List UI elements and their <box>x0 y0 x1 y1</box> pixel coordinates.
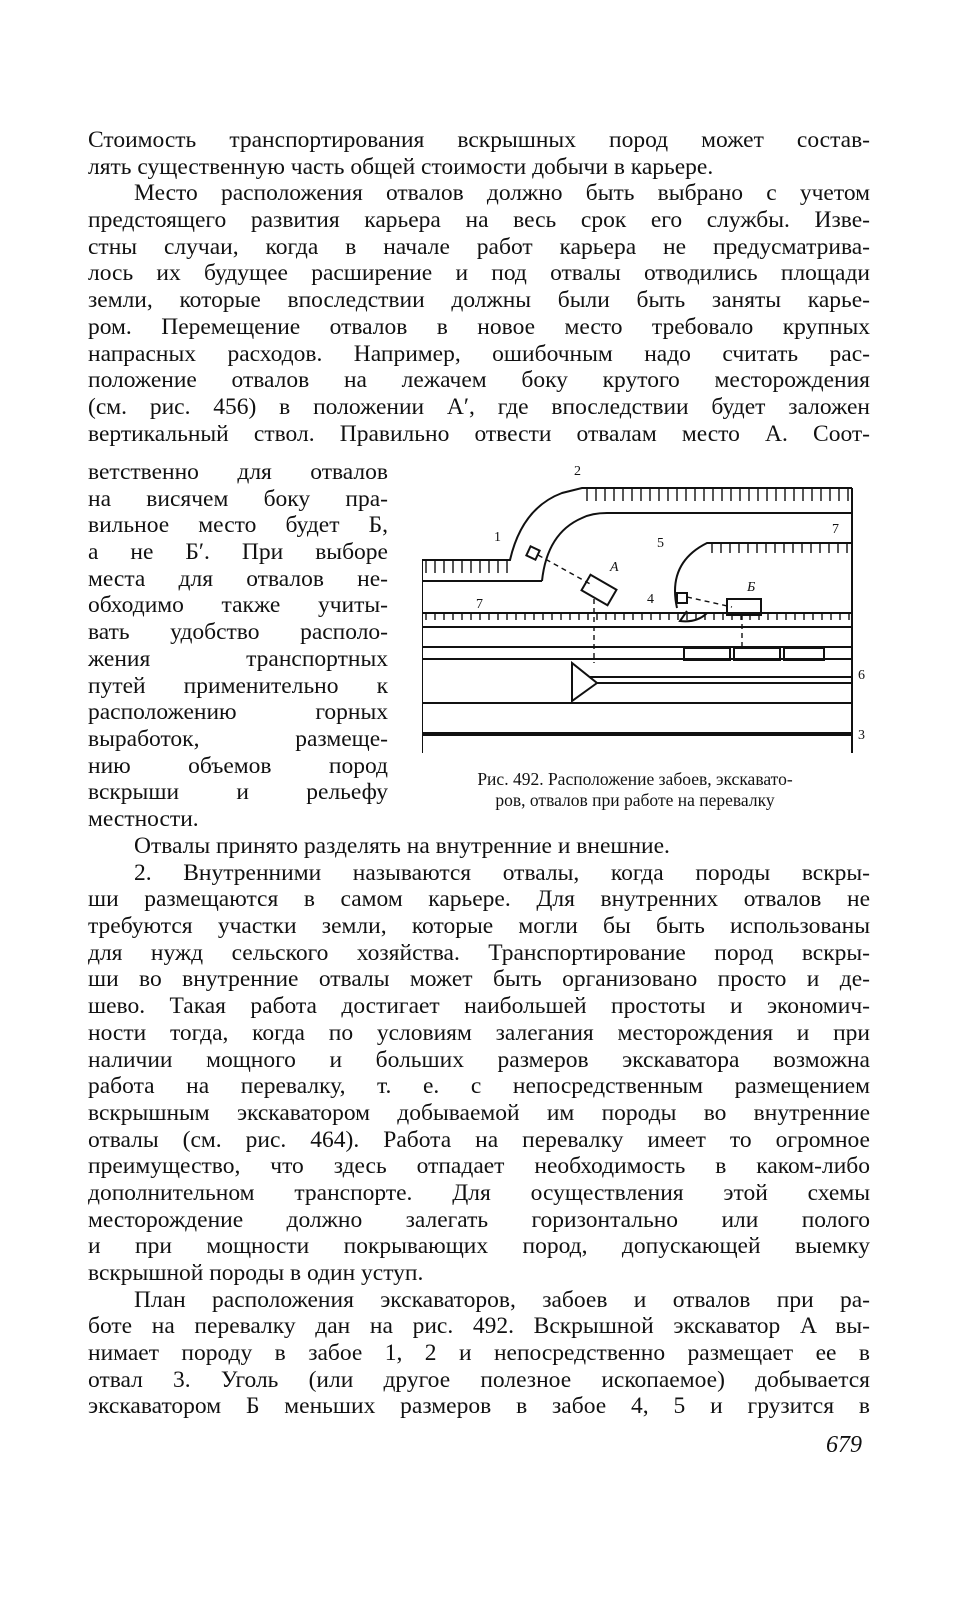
text-line: обходимо также учиты- <box>88 592 388 619</box>
text-line: расположению горных <box>88 699 388 726</box>
text-line: а не Б′. При выборе <box>88 539 388 566</box>
text-line: напрасных расходов. Например, ошибочным надо считать рас- <box>88 340 870 367</box>
bottom-paragraphs <box>88 833 870 1420</box>
caption-line: ров, отвалов при работе на перевалку <box>495 790 775 810</box>
label-3: 3 <box>858 728 865 743</box>
bench-edge-face5 <box>675 543 852 608</box>
bench-edge-upper <box>422 488 852 560</box>
excavator-a <box>582 575 617 606</box>
text-line: стны случаи, когда в начале работ карьера не предусматрива- <box>88 233 870 260</box>
text-line: работа на перевалку, т. е. с непосредственным размещением <box>88 1073 870 1100</box>
page-number: 679 <box>826 1432 862 1458</box>
text-line: ши размещаются в самом карьере. Для внутренних отвалов не <box>88 886 870 913</box>
wrapped-paragraph <box>88 459 388 833</box>
bench-edge-inner <box>542 513 852 581</box>
text-line: вскрыши и рельефу <box>88 779 388 806</box>
text-line: вать удобство располо- <box>88 619 388 646</box>
dump-arrow <box>572 663 597 701</box>
text-line: наличии мощного и больших размеров экскаватора возможна <box>88 1046 870 1073</box>
figure-caption <box>400 769 870 811</box>
text-line: жения транспортных <box>88 645 388 672</box>
text-line: лять существенную часть общей стоимости добычи в карьере. <box>88 153 714 180</box>
text-line: месторождение должно залегать горизонтально или полого <box>88 1206 870 1233</box>
text-line: предстоящего развития карьера на весь срок его службы. Изве- <box>88 207 870 234</box>
text-line: нимает породу в забое 1, 2 и непосредственно размещает ее в <box>88 1340 870 1367</box>
text-line: Место расположения отвалов должно быть выбрано с учетом <box>134 180 870 207</box>
text-line: боте на перевалку дан на рис. 492. Вскрышной экскаватор A вы- <box>88 1313 870 1340</box>
label-4: 4 <box>647 592 654 607</box>
text-line: вскрышным экскаватором добываемой им породы во внутренние <box>88 1099 870 1126</box>
caption-line: Рис. 492. Расположение забоев, экскавато- <box>477 769 793 789</box>
text-line: План расположения экскаваторов, забоев и отвалов при ра- <box>134 1286 870 1313</box>
text-line: шево. Такая работа достигает наибольшей простоты и экономич- <box>88 993 870 1020</box>
label-7-right: 7 <box>832 522 839 537</box>
text-line: земли, которые впоследствии должны были быть заняты карье- <box>88 287 870 314</box>
text-line: Отвалы принято разделять на внутренние и внешние. <box>134 833 670 859</box>
text-line: вертикальный ствол. Правильно отвести отвалам место A. Соот- <box>88 420 870 447</box>
label-b: Б <box>747 580 756 595</box>
text-line: дополнительном транспорте. Для осуществления этой схемы <box>88 1179 870 1206</box>
text-line: вильное место будет Б, <box>88 512 388 539</box>
text-line: 2. Внутренними называются отвалы, когда породы вскры- <box>134 859 870 886</box>
text-line: отвалы (см. рис. 464). Работа на перевалку имеет то огромное <box>88 1126 870 1153</box>
label-6: 6 <box>858 668 865 683</box>
text-line: отвал 3. Уголь (или другое полезное ископаемое) добывается <box>88 1366 870 1393</box>
text-line: (см. рис. 456) в положении A′, где впоследствии будет заложен <box>88 393 870 420</box>
text-line: на висячем боку пра- <box>88 485 388 512</box>
figure-492 <box>422 463 872 763</box>
text-line: и при мощности покрывающих пород, допускающей выемку <box>88 1233 870 1260</box>
text-line: ности тогда, когда по условиям залегания месторождения и при <box>88 1019 870 1046</box>
text-line: экскаватором Б меньших размеров в забое 4, 5 и грузится в <box>88 1393 870 1420</box>
label-a: А <box>610 560 619 575</box>
text-line: нию объемов пород <box>88 752 388 779</box>
text-line: путей применительно к <box>88 672 388 699</box>
text-line: ром. Перемещение отвалов в новое место требовало крупных <box>88 313 870 340</box>
text-line: выработок, размеще- <box>88 725 388 752</box>
text-line: вскрышной породы в один уступ. <box>88 1260 424 1286</box>
excavation-diagram <box>422 463 872 763</box>
text-line: лось их будущее расширение и под отвалы отводились площади <box>88 260 870 287</box>
text-line: Стоимость транспортирования вскрышных пород может состав- <box>88 127 870 153</box>
label-7-left: 7 <box>476 597 483 612</box>
text-line: требуются участки земли, которые могли бы быть использованы <box>88 913 870 940</box>
text-line: ветственно для отвалов <box>88 459 388 485</box>
text-line: места для отвалов не- <box>88 565 388 592</box>
text-line: для нужд сельского хозяйства. Транспортирование пород вскры- <box>88 939 870 966</box>
top-paragraphs <box>88 127 870 447</box>
label-2: 2 <box>574 464 581 479</box>
text-line: местности. <box>88 805 199 832</box>
label-5: 5 <box>657 536 664 551</box>
label-1: 1 <box>494 530 501 545</box>
text-line: преимущество, что здесь отпадает необходимость в каком-либо <box>88 1153 870 1180</box>
text-line: ши во внутренние отвалы может быть организовано просто и де- <box>88 966 870 993</box>
text-line: положение отвалов на лежачем боку крутого месторождения <box>88 367 870 394</box>
